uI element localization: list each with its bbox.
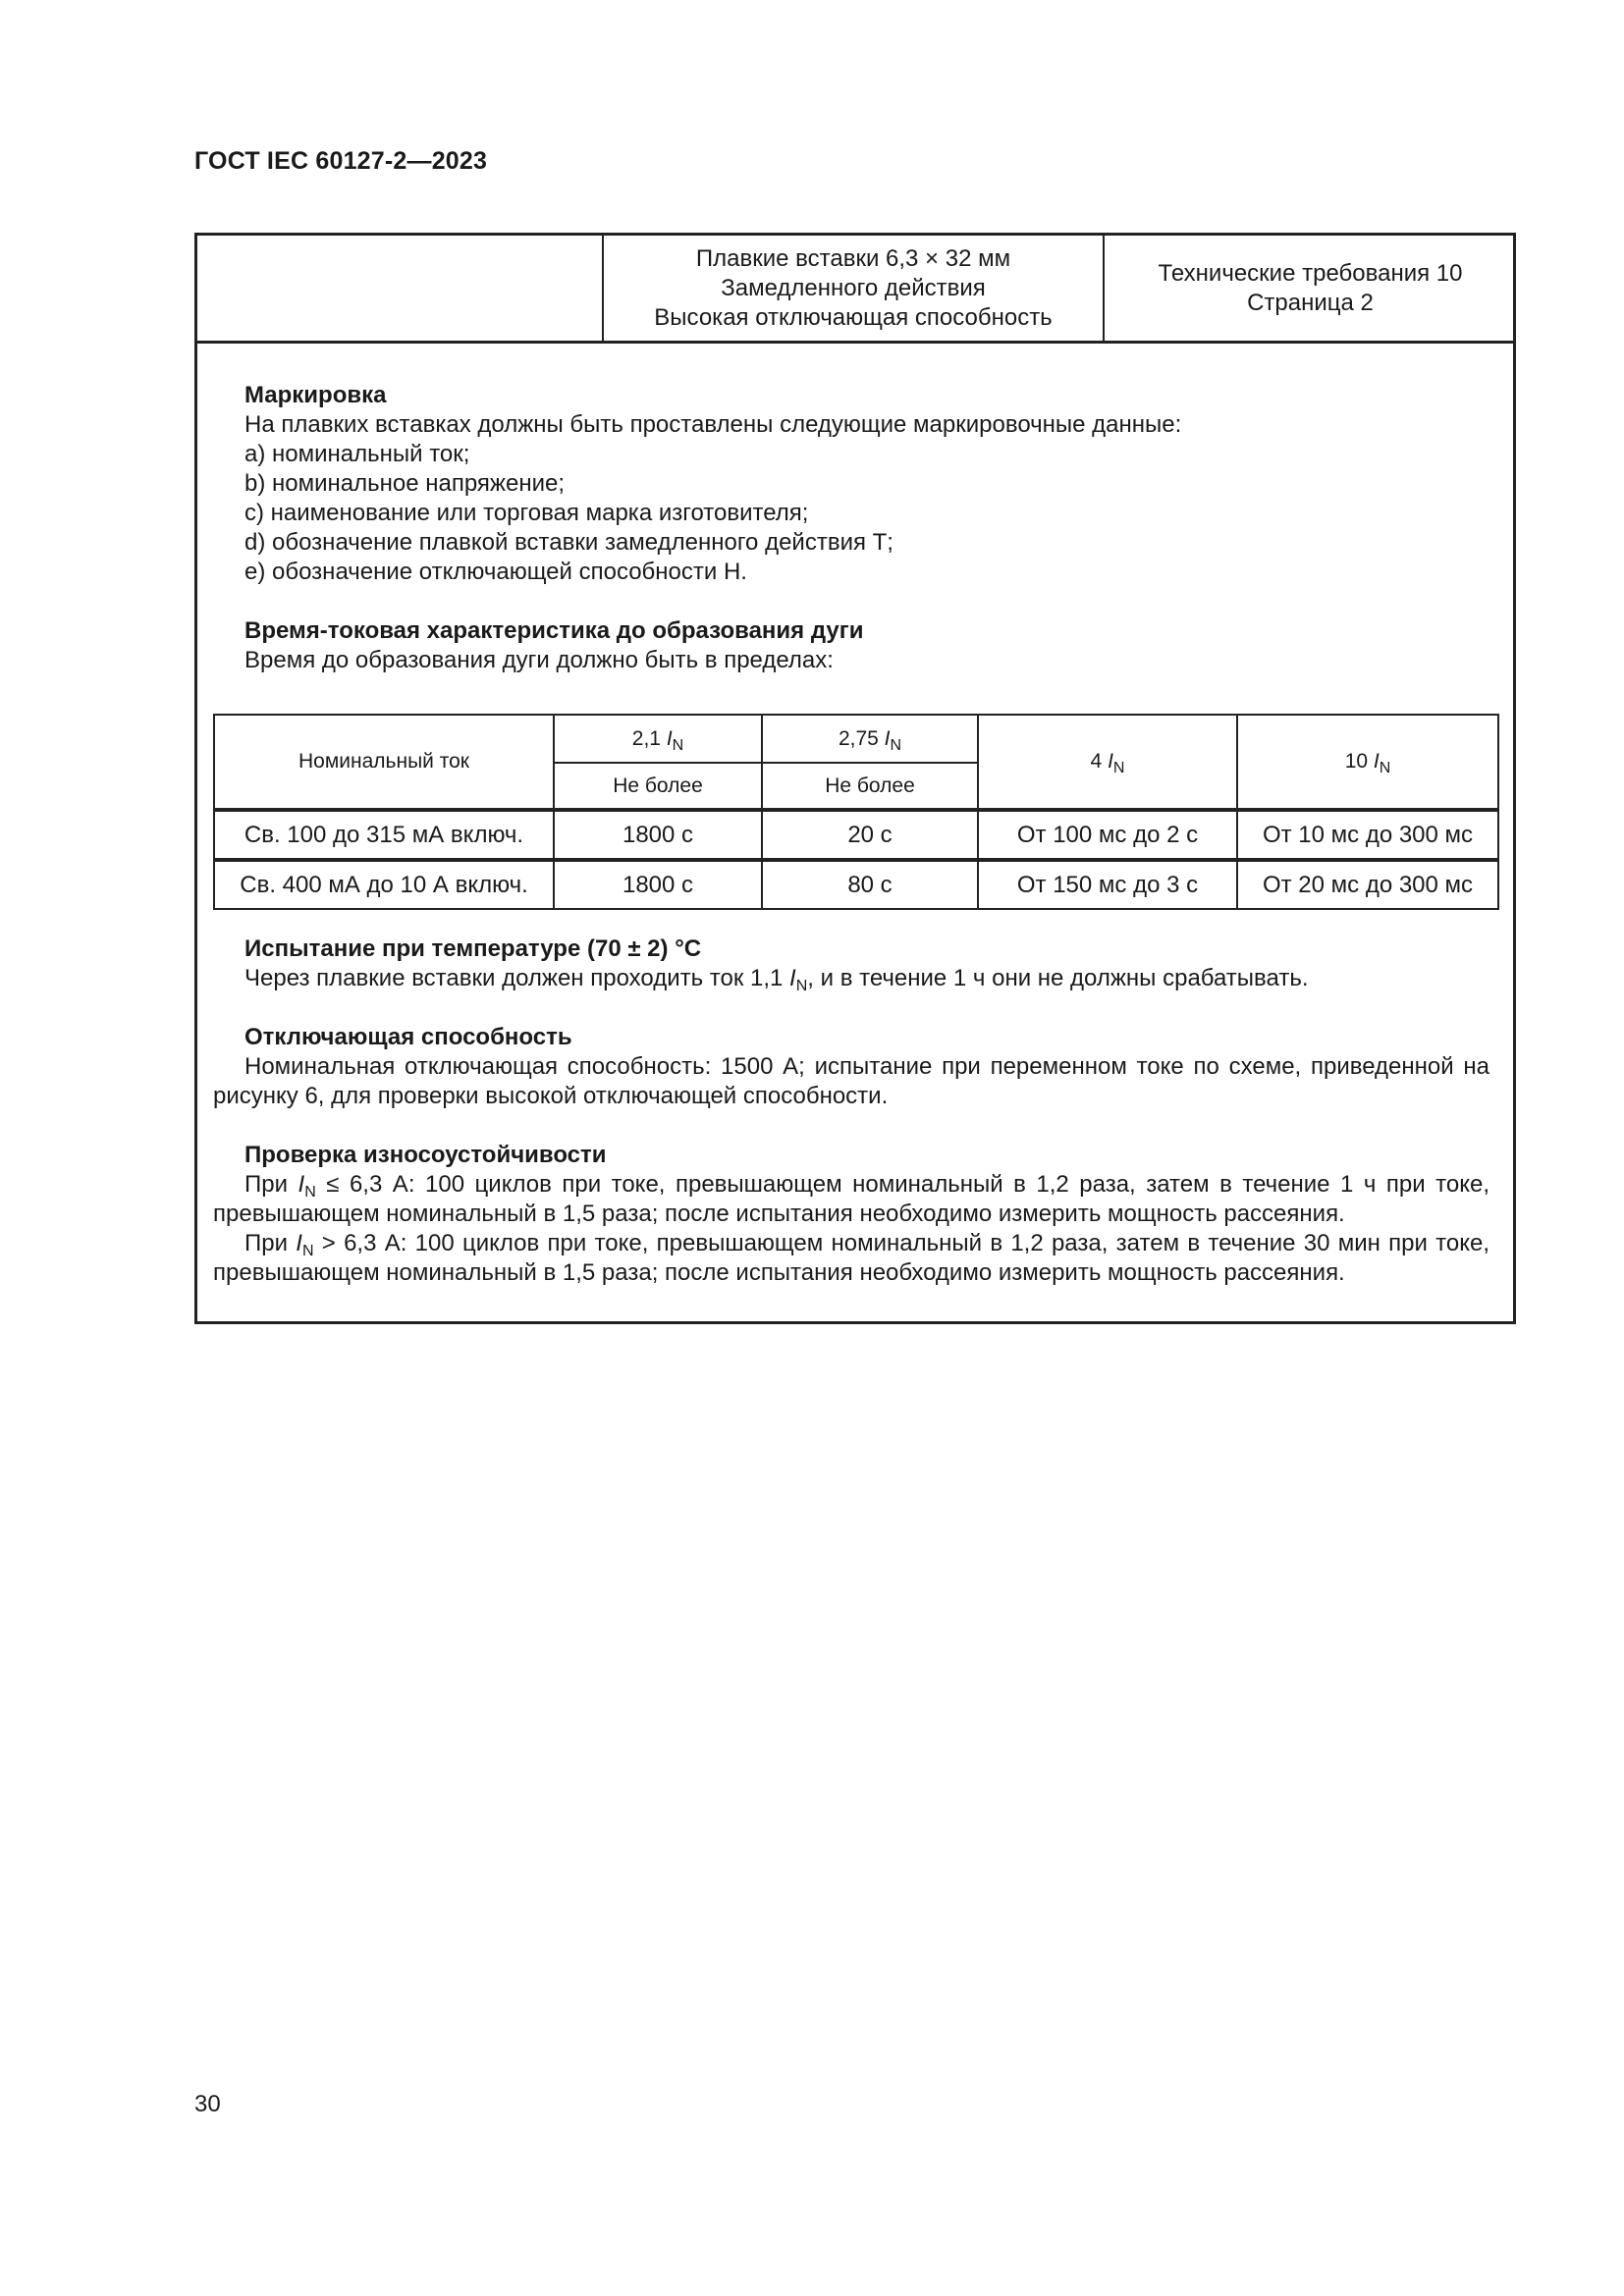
- current-subscript: N: [1112, 760, 1125, 776]
- header-right-line: Страница 2: [1247, 289, 1374, 316]
- text-fragment: , и в течение 1 ч они не должны срабатывать.: [807, 965, 1309, 991]
- header-left-cell: [197, 236, 604, 341]
- table-cell: 20 с: [762, 810, 978, 860]
- current-symbol: I: [666, 726, 673, 750]
- page-number: 30: [194, 2091, 221, 2117]
- table-header-note: Не более: [762, 763, 978, 810]
- text-fragment: ≤ 6,3 А: 100 циклов при токе, превышающем номинальный в 1,2 раза, затем в течение 1 ч при токе,: [315, 1171, 1490, 1198]
- temperature-test-text: [244, 964, 1309, 993]
- table-cell: Св. 100 до 315 мА включ.: [214, 810, 554, 860]
- section-title-prearcing: Время-токовая характеристика до образования дуги: [244, 617, 864, 644]
- table-cell: От 100 мс до 2 с: [978, 810, 1237, 860]
- section-title-endurance: Проверка износоустойчивости: [244, 1142, 607, 1168]
- header-multiplier: 4: [1090, 750, 1103, 773]
- text-fragment: Через плавкие вставки должен проходить ток 1,1: [244, 965, 790, 991]
- table-cell: От 20 мс до 300 мс: [1237, 860, 1498, 909]
- marking-intro: На плавких вставках должны быть проставлены следующие маркировочные данные:: [244, 411, 1182, 438]
- header-center-cell: [604, 236, 1105, 341]
- endurance-line: [244, 1229, 1489, 1258]
- sheet-header: [197, 236, 1513, 344]
- text-fragment: При: [244, 1171, 298, 1198]
- marking-item: d) обозначение плавкой вставки замедленного действия Т;: [244, 529, 893, 556]
- current-subscript: N: [1379, 760, 1391, 776]
- marking-item: с) наименование или торговая марка изготовителя;: [244, 500, 809, 526]
- marking-item: е) обозначение отключающей способности Н.: [244, 559, 747, 585]
- endurance-line: превышающем номинальный в 1,5 раза; после испытания необходимо измерить мощность рассеяния.: [213, 1201, 1345, 1227]
- table-cell: 1800 с: [554, 810, 762, 860]
- text-fragment: При: [244, 1230, 297, 1256]
- section-title-breaking-capacity: Отключающая способность: [244, 1024, 572, 1050]
- current-subscript: N: [890, 736, 902, 754]
- time-current-table: [213, 714, 1499, 910]
- specification-sheet: [194, 233, 1516, 1324]
- current-subscript: N: [301, 1243, 314, 1259]
- endurance-line: превышающем номинальный в 1,5 раза; после испытания необходимо измерить мощность рассеяния.: [213, 1259, 1345, 1286]
- current-symbol: I: [1373, 750, 1380, 773]
- prearcing-intro: Время до образования дуги должно быть в пределах:: [244, 647, 834, 673]
- section-title-marking: Маркировка: [244, 382, 387, 408]
- header-center-line: Замедленного действия: [721, 274, 986, 301]
- table-header-note: Не более: [554, 763, 762, 810]
- table-header-cell: [978, 715, 1237, 810]
- current-symbol: I: [298, 1171, 305, 1198]
- header-multiplier: 2,1: [631, 726, 661, 750]
- header-multiplier: 2,75: [838, 726, 879, 750]
- current-symbol: I: [1108, 750, 1113, 773]
- table-cell: От 10 мс до 300 мс: [1237, 810, 1498, 860]
- table-header-cell: [554, 715, 762, 763]
- marking-item: b) номинальное напряжение;: [244, 470, 565, 497]
- endurance-line: [244, 1170, 1489, 1200]
- breaking-capacity-line: рисунку 6, для проверки высокой отключающей способности.: [213, 1083, 889, 1109]
- marking-item: а) номинальный ток;: [244, 441, 470, 467]
- table-header-cell: [1237, 715, 1498, 810]
- table-row: [214, 810, 1498, 860]
- header-center-line: Плавкие вставки 6,3 × 32 мм: [695, 244, 1011, 272]
- current-symbol: I: [884, 726, 891, 750]
- table-cell: 80 с: [762, 860, 978, 909]
- header-multiplier: 10: [1344, 750, 1369, 773]
- table-header-cell: [214, 715, 554, 810]
- header-right-cell: [1105, 236, 1516, 341]
- section-title-temperature-test: Испытание при температуре (70 ± 2) °С: [244, 935, 702, 962]
- header-center-line: Высокая отключающая способность: [654, 303, 1053, 331]
- breaking-capacity-line: Номинальная отключающая способность: 1500 А; испытание при переменном токе по схеме, приведенной на: [244, 1053, 1489, 1080]
- table-header-row: [214, 715, 1498, 763]
- current-symbol: I: [789, 965, 796, 991]
- table-cell: От 150 мс до 3 с: [978, 860, 1237, 909]
- current-subscript: N: [672, 736, 684, 754]
- text-fragment: > 6,3 А: 100 циклов при токе, превышающем номинальный в 1,2 раза, затем в течение 30 мин при токе,: [313, 1230, 1489, 1256]
- header-right-line: Технические требования 10: [1158, 259, 1463, 287]
- table-header-label: Номинальный ток: [298, 750, 469, 773]
- current-subscript: N: [304, 1184, 316, 1201]
- document-code: ГОСТ IEC 60127-2—2023: [194, 147, 488, 175]
- table-cell: 1800 с: [554, 860, 762, 909]
- current-subscript: N: [795, 978, 808, 994]
- table-cell: Св. 400 мА до 10 А включ.: [214, 860, 554, 909]
- table-header-cell: [762, 715, 978, 763]
- current-symbol: I: [296, 1230, 302, 1256]
- table-row: [214, 860, 1498, 909]
